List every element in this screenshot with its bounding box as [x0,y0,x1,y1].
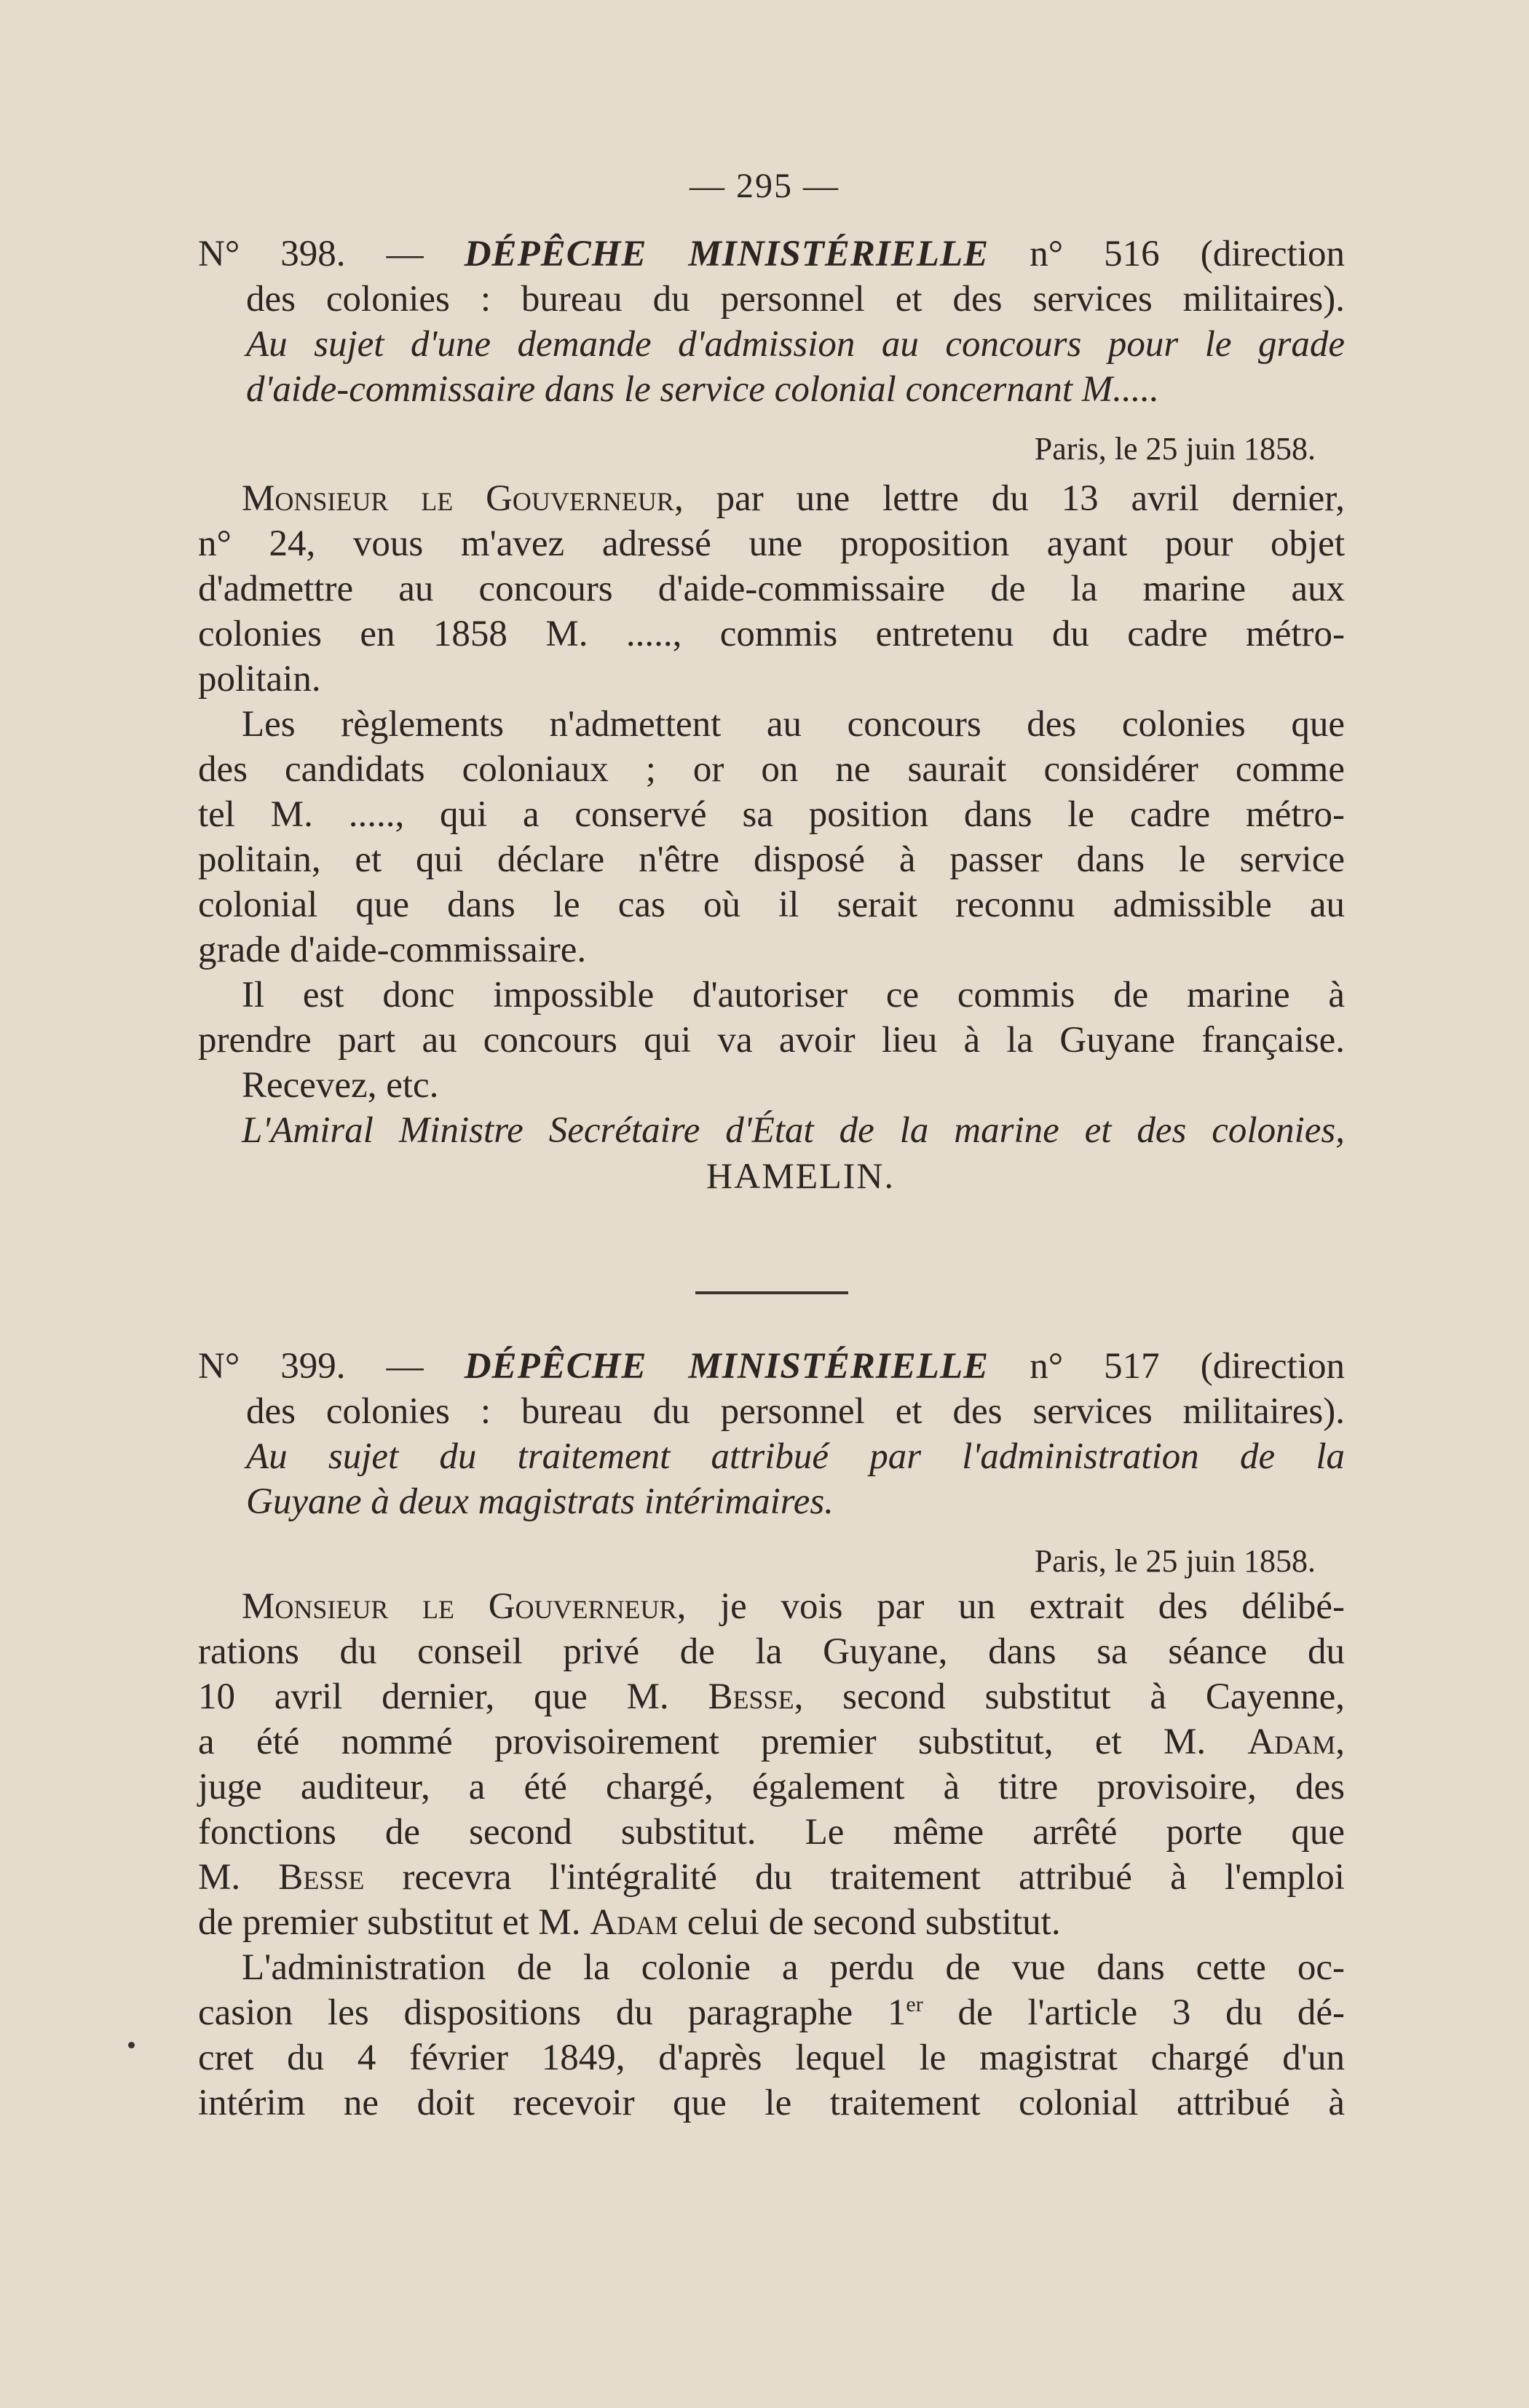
entry-398-body-11: grade d'aide-commissaire. [198,930,587,970]
entry-399-subject-1: Au sujet du traitement attribué par l'administration de la [246,1436,1345,1477]
entry-399 [198,1344,1345,2126]
entry-398-body-12: Il est donc impossible d'autoriser ce commis de marine à [242,975,1345,1015]
entry-399-body-3: 10 avril dernier, que M. Besse, second substitut à Cayenne, [198,1676,1345,1717]
entry-398-body-4: colonies en 1858 M. ....., commis entretenu du cadre métro- [198,614,1345,654]
entry-398-direction: des colonies : bureau du personnel et des services militaires). [246,279,1345,320]
entry-399-place-date: Paris, le 25 juin 1858. [1034,1543,1316,1579]
entry-399-direction: des colonies : bureau du personnel et des services militaires). [246,1391,1345,1432]
entry-398-subject-2: d'aide-commissaire dans le service colonial concernant M..... [246,369,1159,410]
entry-399-body-8: de premier substitut et M. Adam celui de second substitut. [198,1902,1061,1943]
entry-398-subject-1: Au sujet d'une demande d'admission au concours pour le grade [246,324,1345,365]
entry-399-body-7: M. Besse recevra l'intégralité du traitement attribué à l'emploi [198,1857,1345,1898]
entry-399-body-4: a été nommé provisoirement premier substitut, et M. Adam, [198,1722,1345,1762]
entry-398-body-1: Monsieur le Gouverneur, par une lettre du 13 avril dernier, [242,478,1345,519]
entry-398-closing: L'Amiral Ministre Secrétaire d'État de la marine et des colonies, [242,1110,1345,1151]
margin-mark [128,2042,135,2048]
entry-398-body-7: des candidats coloniaux ; or on ne saurait considérer comme [198,749,1345,790]
entry-398-signature: HAMELIN. [706,1155,896,1196]
entry-398-body-6: Les règlements n'admettent au concours des colonies que [242,704,1345,745]
entry-398-body-5: politain. [198,659,321,700]
entry-399-body-2: rations du conseil privé de la Guyane, dans sa séance du [198,1631,1345,1672]
entry-398-type: DÉPÊCHE MINISTÉRIELLE [464,234,989,274]
entry-398-body-8: tel M. ....., qui a conservé sa position dans le cadre métro- [198,794,1345,835]
entry-399-subject-2: Guyane à deux magistrats intérimaires. [246,1481,834,1522]
entry-399-body-12: intérim ne doit recevoir que le traitement colonial attribué à [198,2083,1345,2123]
entry-399-body-5: juge auditeur, a été chargé, également à titre provisoire, des [198,1767,1345,1807]
entry-398-body-9: politain, et qui déclare n'être disposé à passer dans le service [198,839,1345,880]
entry-399-type: DÉPÊCHE MINISTÉRIELLE [464,1346,989,1387]
entry-399-body-10: casion les dispositions du paragraphe 1er de l'article 3 du dé- [198,1992,1345,2033]
entry-398-body-3: d'admettre au concours d'aide-commissaire de la marine aux [198,569,1345,609]
entry-399-header: N° 399. — DÉPÊCHE MINISTÉRIELLE n° 517 (direction [198,1346,1345,1387]
entry-398-place-date: Paris, le 25 juin 1858. [1034,431,1316,467]
entry-398 [198,231,1345,1198]
entry-398-body-13: prendre part au concours qui va avoir lieu à la Guyane française. [198,1020,1345,1061]
entry-398-body-2: n° 24, vous m'avez adressé une proposition ayant pour objet [198,523,1345,564]
section-divider [695,1291,848,1294]
entry-398-header: N° 398. — DÉPÊCHE MINISTÉRIELLE n° 516 (direction [198,234,1345,274]
entry-399-body-9: L'administration de la colonie a perdu de vue dans cette oc- [242,1947,1345,1988]
entry-398-body-10: colonial que dans le cas où il serait reconnu admissible au [198,884,1345,925]
page-number: — 295 — [690,167,839,205]
entry-399-body-6: fonctions de second substitut. Le même arrêté porte que [198,1812,1345,1853]
entry-399-body-11: cret du 4 février 1849, d'après lequel le magistrat chargé d'un [198,2037,1345,2078]
entry-398-body-14: Recevez, etc. [242,1065,439,1106]
entry-399-body-1: Monsieur le Gouverneur, je vois par un extrait des délibé- [242,1586,1345,1627]
